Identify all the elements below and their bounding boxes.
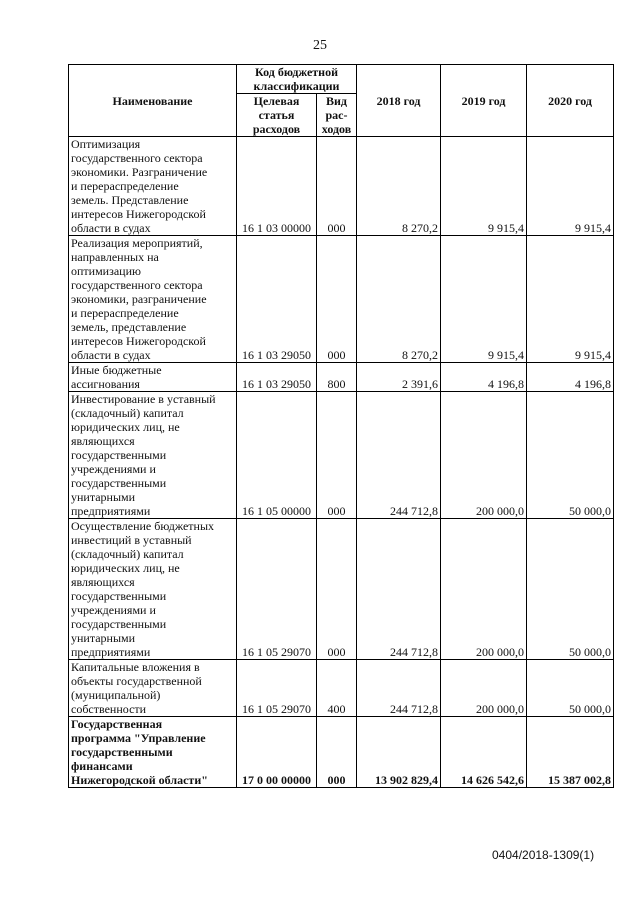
row-value-2019: 9 915,4 bbox=[441, 137, 527, 236]
row-name bbox=[69, 137, 237, 236]
row-name bbox=[69, 363, 237, 392]
row-name-line: Иные бюджетные bbox=[71, 363, 162, 377]
row-name-line: являющихся bbox=[71, 434, 135, 448]
row-name-line: предприятиями bbox=[71, 504, 151, 518]
row-expense-kind: 000 bbox=[317, 137, 357, 236]
table-body bbox=[69, 137, 614, 788]
row-value-2020: 9 915,4 bbox=[527, 236, 614, 363]
header-2020: 2020 год bbox=[527, 65, 614, 137]
row-name-line: области в судах bbox=[71, 348, 151, 362]
row-expense-kind: 000 bbox=[317, 717, 357, 788]
row-name-line: Осуществление бюджетных bbox=[71, 519, 215, 533]
row-value-2019: 14 626 542,6 bbox=[441, 717, 527, 788]
row-name-line: Оптимизация bbox=[71, 137, 141, 151]
row-name-line: государственными bbox=[71, 589, 167, 603]
row-name bbox=[69, 236, 237, 363]
row-target-code: 16 1 03 29050 bbox=[237, 236, 317, 363]
row-name-line: инвестиций в уставный bbox=[71, 533, 192, 547]
row-name-line: земель. Представление bbox=[71, 193, 189, 207]
row-name-line: ассигнования bbox=[71, 377, 140, 391]
row-name-line: государственного сектора bbox=[71, 278, 203, 292]
row-value-2018: 2 391,6 bbox=[357, 363, 441, 392]
row-name bbox=[69, 519, 237, 660]
row-target-code: 16 1 03 29050 bbox=[237, 363, 317, 392]
row-name-line: программа "Управление bbox=[71, 731, 206, 745]
row-value-2018: 244 712,8 bbox=[357, 660, 441, 717]
row-value-2019: 200 000,0 bbox=[441, 519, 527, 660]
row-name-line: и перераспределение bbox=[71, 306, 179, 320]
row-expense-kind: 000 bbox=[317, 236, 357, 363]
row-value-2018: 8 270,2 bbox=[357, 236, 441, 363]
table-row bbox=[69, 392, 614, 519]
row-name bbox=[69, 392, 237, 519]
row-name-line: и перераспределение bbox=[71, 179, 179, 193]
row-name-line: собственности bbox=[71, 702, 147, 716]
row-name-line: предприятиями bbox=[71, 645, 151, 659]
row-value-2019: 200 000,0 bbox=[441, 660, 527, 717]
row-name-line: государственными bbox=[71, 745, 173, 759]
row-name-line: государственными bbox=[71, 448, 167, 462]
row-name-line: (муниципальной) bbox=[71, 688, 161, 702]
row-value-2018: 8 270,2 bbox=[357, 137, 441, 236]
row-target-code: 16 1 03 00000 bbox=[237, 137, 317, 236]
row-name-line: государственными bbox=[71, 476, 167, 490]
row-name-line: Инвестирование в уставный bbox=[71, 392, 216, 406]
table-row bbox=[69, 519, 614, 660]
row-target-code: 16 1 05 00000 bbox=[237, 392, 317, 519]
row-value-2020: 50 000,0 bbox=[527, 660, 614, 717]
row-expense-kind: 800 bbox=[317, 363, 357, 392]
row-value-2020: 15 387 002,8 bbox=[527, 717, 614, 788]
table-row bbox=[69, 236, 614, 363]
row-expense-kind: 000 bbox=[317, 519, 357, 660]
row-name-line: Реализация мероприятий, bbox=[71, 236, 203, 250]
row-name-line: финансами bbox=[71, 759, 133, 773]
header-code-group: Код бюджетной классификации bbox=[237, 65, 357, 94]
row-value-2020: 50 000,0 bbox=[527, 519, 614, 660]
table-row bbox=[69, 363, 614, 392]
row-value-2020: 9 915,4 bbox=[527, 137, 614, 236]
row-name-line: объекты государственной bbox=[71, 674, 202, 688]
row-value-2019: 200 000,0 bbox=[441, 392, 527, 519]
row-name-line: (складочный) капитал bbox=[71, 406, 184, 420]
row-expense-kind: 400 bbox=[317, 660, 357, 717]
header-2018: 2018 год bbox=[357, 65, 441, 137]
document-code: 0404/2018-1309(1) bbox=[492, 848, 595, 862]
row-name-line: юридических лиц, не bbox=[71, 561, 180, 575]
row-value-2018: 13 902 829,4 bbox=[357, 717, 441, 788]
header-target-article: Целевая статья расходов bbox=[237, 94, 317, 137]
row-name-line: унитарными bbox=[71, 631, 136, 645]
row-name-line: области в судах bbox=[71, 221, 151, 235]
row-name-line: интересов Нижегородской bbox=[71, 334, 206, 348]
table-row bbox=[69, 137, 614, 236]
row-name-line: Государственная bbox=[71, 717, 163, 731]
row-value-2018: 244 712,8 bbox=[357, 392, 441, 519]
row-expense-kind: 000 bbox=[317, 392, 357, 519]
row-name-line: Нижегородской области" bbox=[71, 773, 208, 787]
row-value-2020: 4 196,8 bbox=[527, 363, 614, 392]
row-value-2020: 50 000,0 bbox=[527, 392, 614, 519]
row-name-line: (складочный) капитал bbox=[71, 547, 184, 561]
row-name-line: учреждениями и bbox=[71, 603, 156, 617]
row-name-line: государственного сектора bbox=[71, 151, 203, 165]
row-name-line: экономики. Разграничение bbox=[71, 165, 208, 179]
row-name-line: юридических лиц, не bbox=[71, 420, 180, 434]
row-name-line: направленных на bbox=[71, 250, 159, 264]
row-target-code: 16 1 05 29070 bbox=[237, 660, 317, 717]
row-name-line: земель, представление bbox=[71, 320, 187, 334]
row-target-code: 17 0 00 00000 bbox=[237, 717, 317, 788]
header-2019: 2019 год bbox=[441, 65, 527, 137]
table-row bbox=[69, 717, 614, 788]
row-name-line: оптимизацию bbox=[71, 264, 141, 278]
row-value-2019: 9 915,4 bbox=[441, 236, 527, 363]
row-value-2019: 4 196,8 bbox=[441, 363, 527, 392]
header-row bbox=[69, 65, 614, 94]
row-name bbox=[69, 717, 237, 788]
header-expense-kind: Вид рас-ходов bbox=[317, 94, 357, 137]
row-name bbox=[69, 660, 237, 717]
row-name-line: Капитальные вложения в bbox=[71, 660, 200, 674]
page-number: 25 bbox=[313, 38, 327, 53]
row-name-line: государственными bbox=[71, 617, 167, 631]
row-name-line: являющихся bbox=[71, 575, 135, 589]
table-row bbox=[69, 660, 614, 717]
row-name-line: учреждениями и bbox=[71, 462, 156, 476]
row-name-line: интересов Нижегородской bbox=[71, 207, 206, 221]
row-name-line: унитарными bbox=[71, 490, 136, 504]
row-name-line: экономики, разграничение bbox=[71, 292, 207, 306]
header-name: Наименование bbox=[69, 65, 237, 137]
budget-table bbox=[68, 64, 614, 788]
row-target-code: 16 1 05 29070 bbox=[237, 519, 317, 660]
row-value-2018: 244 712,8 bbox=[357, 519, 441, 660]
